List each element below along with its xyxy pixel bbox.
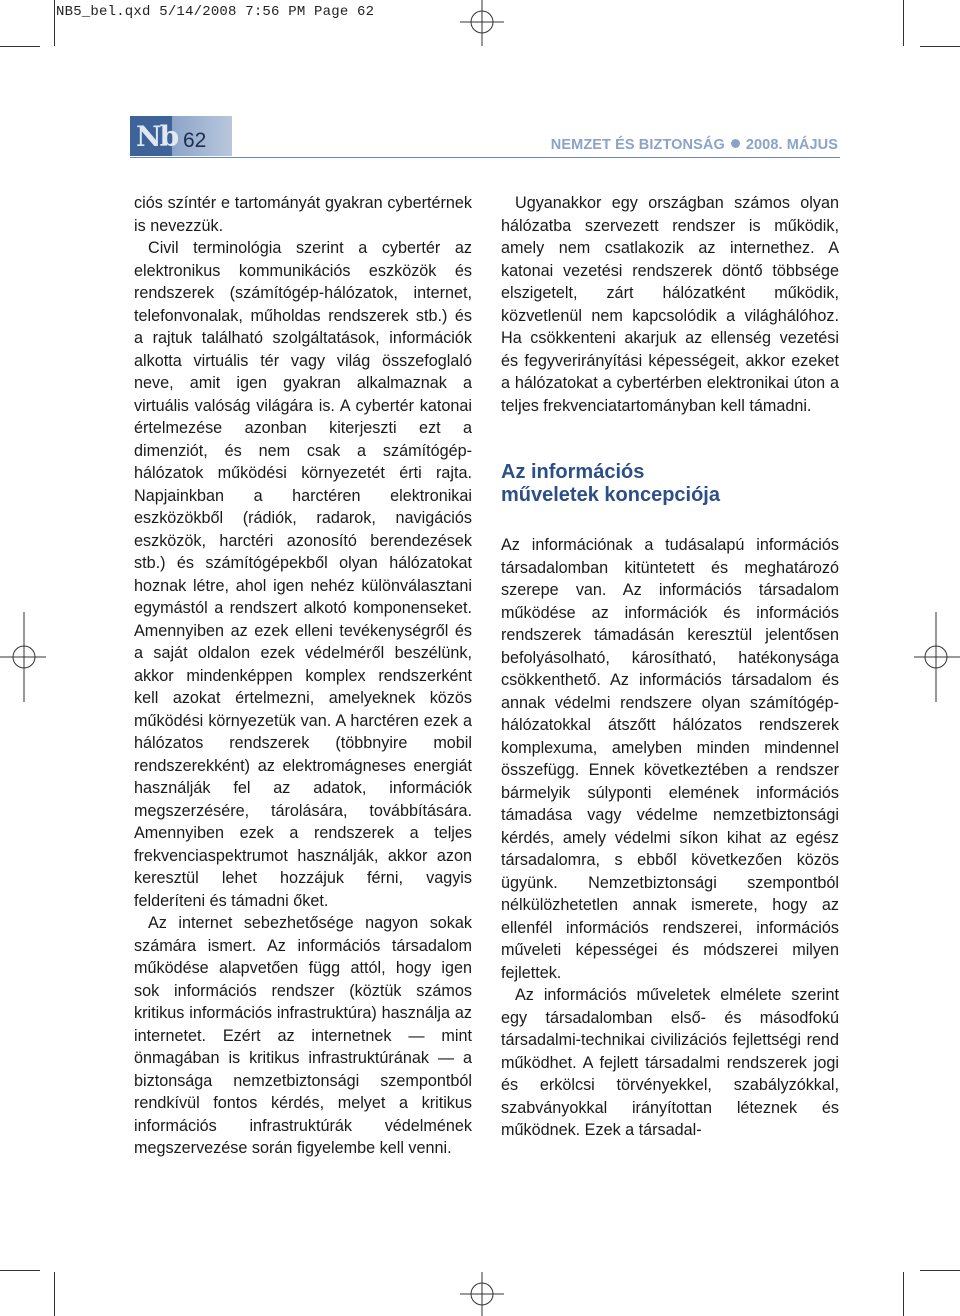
bullet-icon <box>731 139 740 148</box>
paragraph: ciós színtér e tartományát gyakran cybertérnek is nevezzük. <box>134 194 472 235</box>
paragraph: Az információnak a tudásalapú információs társadalomban kitüntetett és meghatározó szerepe van. Az információs társadalom működése az információk és információs rendszerek támadásán keresztül jelentősen befolyásolható, károsítható, hatékonysága csökkenthető. Az információs társadalom és annak védelmi rendszere olyan számítógép-hálózatokkal átszőtt hálózatos rendszerek komplexuma, amelyben minden mindennel összefügg. Ennek következtében a rendszer bármelyik súlyponti elemének információs támadása vagy védelme nemzetbiztonsági kérdés, amely védelmi síkon kihat az egész társadalomra, s ebből következően közös ügyünk. Nemzetbiztonsági szempontból nélkülözhetetlen annak ismerete, hogy az ellenfél információs rendszerei, információs műveleti képességei és módszerei milyen fejlettek. <box>501 536 839 982</box>
paragraph: Ugyanakkor egy országban számos olyan hálózatba szervezett rendszer is működik, amely nem csatlakozik az internethez. A katonai vezetési rendszerek döntő többsége elszigetelt, zárt hálózatként működik, közvetlenül nem kapcsolódik a világhálóhoz. Ha csökkenteni akarjuk az ellenség vezetési és fegyverirányítási képességeit, akkor ezeket a hálózatokat a cybertérben elektronikai úton a teljes frekvenciatartományban kell támadni. <box>501 194 839 415</box>
paragraph: Az információs műveletek elmélete szerint egy társadalomban első- és másodfokú társadalmi-technikai civilizációs fejlettségi rend működhet. A fejlett társadalmi rendszerek jogi és erkölcsi törvényekkel, szabályzókkal, szabványokkal irányítottan léteznek és működnek. Ezek a társadal- <box>501 986 839 1139</box>
section-title: Az információs műveletek koncepciója <box>501 461 720 506</box>
paragraph: Az internet sebezhetősége nagyon sokak számára ismert. Az információs társadalom működése alapvetően függ attól, hogy igen sok információs rendszer (köztük számos kritikus információs infrastruktúra) használja az internetet. Ezért az internetnek — mint önmagában is kritikus infrastruktúrának — a biztonsága nemzetbiztonsági szempontból rendkívül fontos kérdés, melyet a kritikus információs infrastruktúrák védelmének megszervezése során figyelembe kell venni. <box>134 914 472 1157</box>
left-column <box>134 192 472 1160</box>
journal-issue: 2008. MÁJUS <box>745 137 838 153</box>
print-slug: NB5_bel.qxd 5/14/2008 7:56 PM Page 62 <box>56 4 375 20</box>
paragraph: Civil terminológia szerint a cybertér az elektronikus kommunikációs eszközök és rendszerek (számítógép-hálózatok, internet, telefonvonalak, műholdas rendszerek stb.) és a rajtuk található szolgáltatások, információk alkotta virtuális tér vagy világ összefoglaló neve, amit igen gyakran alkalmaznak a virtuális valóság világára is. A cybertér katonai értelmezése azonban kiterjeszti ezt a dimenziót, és nem csak a számítógép-hálózatok működési környezetét érti rajta. Napjainkban a harctéren elektronikai eszközökből (rádiók, radarok, navigációs eszközök, harctéri azonosító berendezések stb.) és számítógépekből olyan hálózatokat hoznak létre, ahol igen nehéz különválasztani egymástól a rendszert alkotó komponenseket. Amennyiben az ezek elleni tevékenységről és a saját oldalon ezek védelméről beszélünk, akkor mindenképpen komplex rendszerként kell azokat értelmezni, amelyeknek közös működési környezetük van. A harctéren ezek a hálózatos rendszerek (többnyire mobil rendszerekként) az elektromágneses energiát használják fel az adatok, információk megszerzésére, tárolására, továbbítására. Amennyiben ezek a rendszerek a teljes frekvenciaspektrumot használják, akkor azon keresztül lehet hozzájuk férni, vagyis felderíteni és támadni őket. <box>134 239 472 910</box>
journal-logo: Nb <box>130 116 172 156</box>
page-number: 62 <box>183 129 207 152</box>
journal-title <box>551 137 838 153</box>
header-rule <box>130 157 840 158</box>
journal-name: NEMZET ÉS BIZTONSÁG <box>550 137 725 153</box>
right-column <box>501 192 839 1142</box>
